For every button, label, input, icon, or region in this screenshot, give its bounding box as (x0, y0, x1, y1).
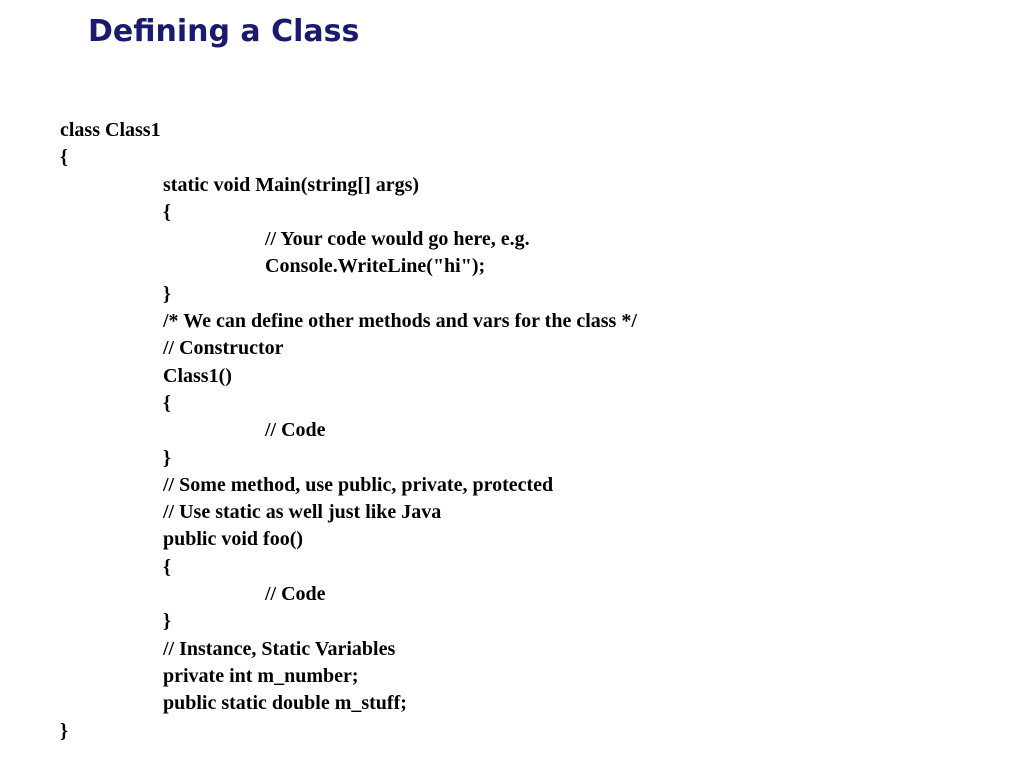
code-block (60, 117, 637, 745)
code-line: class Class1 (60, 119, 161, 141)
code-line: } (163, 610, 171, 633)
code-line: // Instance, Static Variables (163, 637, 396, 660)
code-line: } (163, 282, 171, 305)
code-line: public static double m_stuff; (163, 692, 407, 715)
code-line: /* We can define other methods and vars for the class */ (163, 310, 637, 333)
code-line: static void Main(string[] args) (163, 173, 420, 196)
code-line: private int m_number; (163, 664, 359, 687)
code-line: { (163, 200, 171, 223)
code-line: // Code (265, 419, 326, 442)
code-line: // Your code would go here, e.g. (265, 228, 530, 251)
code-line: { (60, 146, 68, 169)
code-line: // Code (265, 583, 326, 606)
code-line: // Use static as well just like Java (163, 501, 442, 524)
code-line: { (163, 391, 171, 414)
code-line: public void foo() (163, 528, 304, 551)
code-line: // Some method, use public, private, protected (163, 473, 554, 496)
code-line: } (163, 446, 171, 469)
code-line: // Constructor (163, 337, 284, 360)
code-line: } (60, 719, 68, 742)
code-line: { (163, 555, 171, 578)
code-line: Console.WriteLine("hi"); (265, 255, 486, 278)
code-line: Class1() (163, 364, 232, 387)
slide-title: Defining a Class (88, 14, 360, 49)
